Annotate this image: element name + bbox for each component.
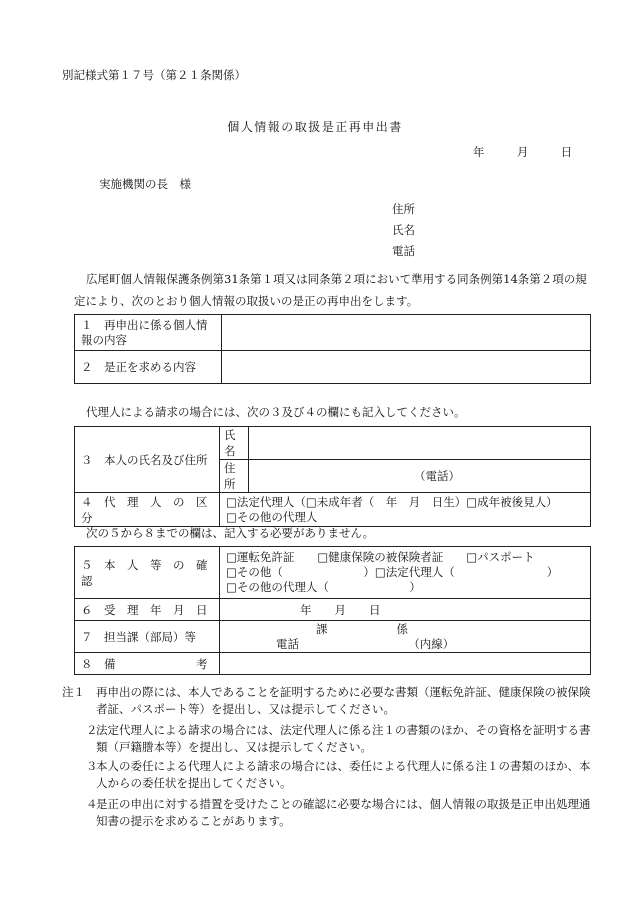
date-day: 日 <box>560 145 573 159</box>
applicant-name-label: 氏名 <box>392 223 415 237</box>
principal-name-field[interactable] <box>249 427 591 460</box>
note-text: 是正の申出に対する措置を受けたことの確認に必要な場合には、個人情報の取扱是正申出処理通知書の提示を求めることがあります。 <box>96 797 591 828</box>
date-month: 月 <box>516 145 529 159</box>
document-title: 個人情報の取扱是正再申出書 <box>227 120 403 134</box>
note-number: ４ <box>86 797 98 811</box>
applicant-address-label: 住所 <box>392 202 415 216</box>
note-2 <box>62 722 597 756</box>
agent-type-options <box>220 493 591 527</box>
row-receipt-date-label: ６ 受 理 年 月 日 <box>75 599 220 621</box>
row-identity-label: ５ 本 人 等 の 確 認 <box>75 547 220 599</box>
principal-address-field[interactable] <box>249 460 591 493</box>
request-content-field[interactable] <box>222 315 591 351</box>
row-correction-label: ２ 是正を求める内容 <box>75 351 222 384</box>
applicant-phone-label: 電話 <box>392 244 415 258</box>
row-agent-type-label: ４ 代 理 人 の 区 分 <box>75 493 220 527</box>
note-1 <box>62 684 597 718</box>
identity-options <box>220 547 591 599</box>
request-table <box>74 314 591 384</box>
note-text: 法定代理人による請求の場合には、法定代理人に係る注１の書類のほか、その資格を証明する書類（戸籍謄本等）を提出し、又は提示してください。 <box>96 723 591 754</box>
date-year: 年 <box>473 145 485 159</box>
note-3 <box>62 758 597 792</box>
agent-type-line2[interactable]: □その他の代理人 <box>226 509 318 524</box>
department-section: 課 係 <box>316 621 408 636</box>
office-instructions: 次の５から８までの欄は、記入する必要がありません。 <box>86 526 375 540</box>
row-department-label: ７ 担当課（部局）等 <box>75 621 220 653</box>
form-number-label: 別記様式第１７号（第２１条関係） <box>62 68 246 82</box>
receipt-date-field[interactable]: 年 月 日 <box>220 599 591 621</box>
agent-type-line1[interactable]: □法定代理人（□未成年者（ 年 月 日生）□成年被後見人） <box>226 494 558 509</box>
body-text: 広尾町個人情報保護条例第31条第１項又は同条第２項において準用する同条例第14条第２項の規定により、次のとおり個人情報の取扱いの是正の再申出をします。 <box>74 272 587 308</box>
principal-name-label: 氏名 <box>220 427 249 460</box>
agent-instructions: 代理人による請求の場合には、次の３及び４の欄にも記入してください。 <box>86 405 466 419</box>
identity-line1[interactable]: □運転免許証 □健康保険の被保険者証 □パスポート <box>226 550 535 564</box>
note-text: 本人の委任による代理人による請求の場合には、委任による代理人に係る注１の書類のほか、本人からの委任状を提出してください。 <box>96 759 591 790</box>
note-4 <box>62 796 597 830</box>
note-number: ２ <box>86 723 98 737</box>
row-principal-label: ３ 本人の氏名及び住所 <box>75 427 220 493</box>
remarks-field[interactable] <box>220 653 591 675</box>
note-text: 再申出の際には、本人であることを証明するために必要な書類（運転免許証、健康保険の被保険者証、パスポート等）を提出し、又は提示してください。 <box>96 685 591 716</box>
row-remarks-label: ８ 備 考 <box>75 653 220 675</box>
date-line <box>473 144 572 160</box>
identity-line2[interactable]: □その他（ ）□法定代理人（ ） <box>226 565 559 579</box>
phone-hint: （電話） <box>414 469 460 483</box>
note-number: 注１ <box>62 685 85 699</box>
identity-line3[interactable]: □その他の代理人（ ） <box>226 580 421 594</box>
note-number: ３ <box>86 759 98 773</box>
correction-content-field[interactable] <box>222 351 591 384</box>
body-paragraph <box>74 268 594 312</box>
office-table <box>74 546 591 675</box>
department-phone: 電話 （内線） <box>276 636 455 651</box>
principal-address-label: 住所 <box>220 460 249 493</box>
agent-table <box>74 426 591 527</box>
row-request-content-label: １ 再申出に係る個人情報の内容 <box>75 315 222 351</box>
department-field[interactable] <box>220 621 591 653</box>
addressee: 実施機関の長 様 <box>99 177 191 191</box>
